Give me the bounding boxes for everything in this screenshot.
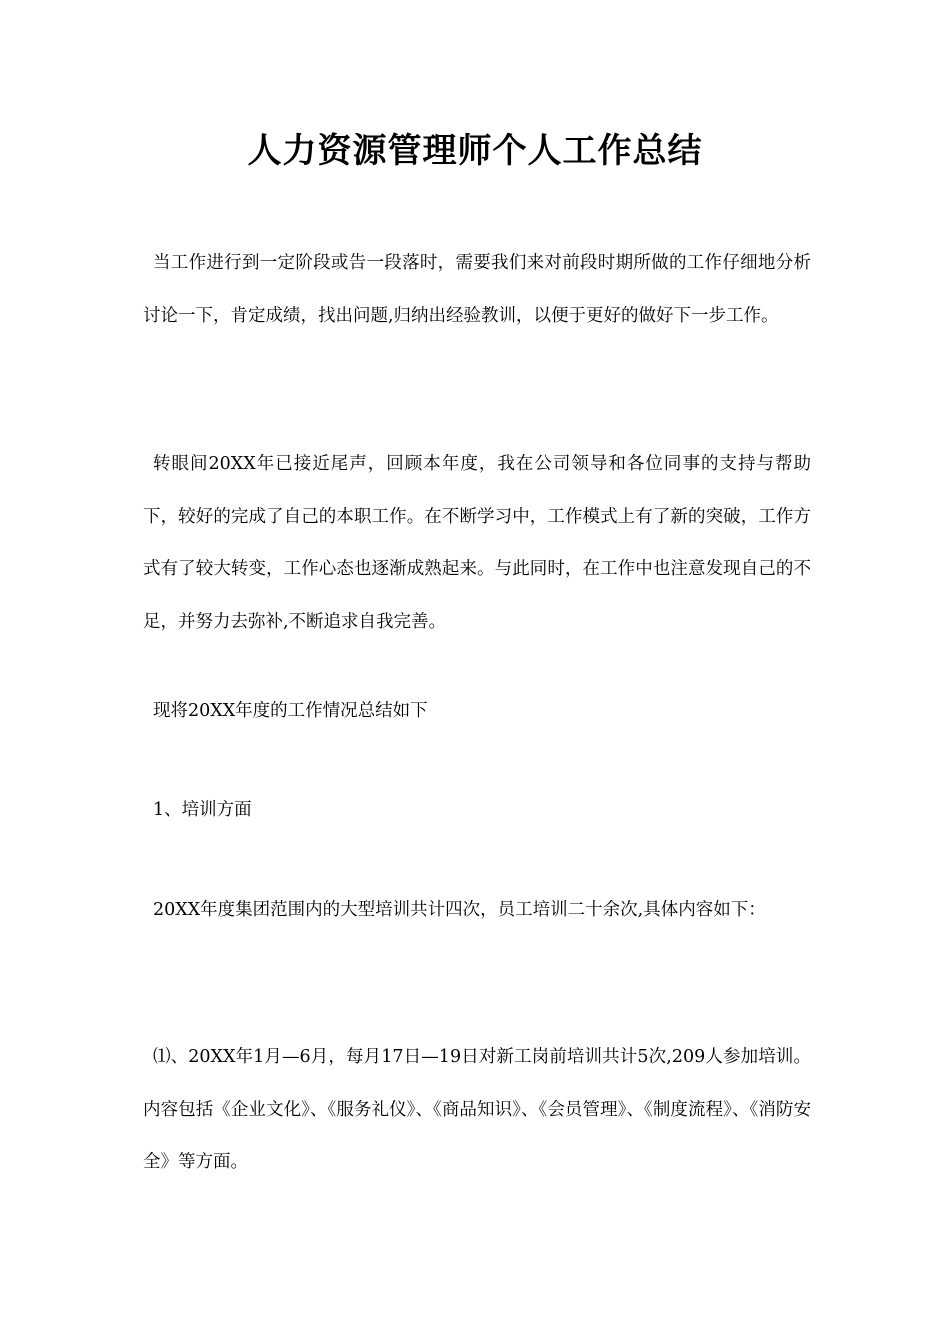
document-title: 人力资源管理师个人工作总结 xyxy=(247,131,703,171)
paragraph-intro: 当工作进行到一定阶段或告一段落时，需要我们来对前段时期所做的工作仔细地分析讨论一下，肯定成绩，找出问题,归纳出经验教训，以便于更好的做好下一步工作。 xyxy=(143,253,811,326)
paragraph-training-overview: 20XX年度集团范围内的大型培训共计四次，员工培训二十余次,具体内容如下： xyxy=(153,900,766,920)
paragraph-review: 转眼间20XX年已接近尾声，回顾本年度，我在公司领导和各位同事的支持与帮助下，较好的完成了自己的本职工作。在不断学习中，工作模式上有了新的突破，工作方式有了较大转变，工作心态也逐渐成熟起来。与此同时，在工作中也注意发现自己的不足，并努力去弥补,不断追求自我完善。 xyxy=(143,454,811,632)
paragraph-training-item-1: ⑴、20XX年1月—6月，每月17日—19日对新工岗前培训共计5次,209人参加培训。内容包括《企业文化》、《服务礼仪》、《商品知识》、《会员管理》、《制度流程》、《消防安全》等方面。 xyxy=(143,1047,811,1172)
section-heading-training: 1、培训方面 xyxy=(153,800,252,820)
paragraph-summary-lead: 现将20XX年度的工作情况总结如下 xyxy=(153,701,428,721)
